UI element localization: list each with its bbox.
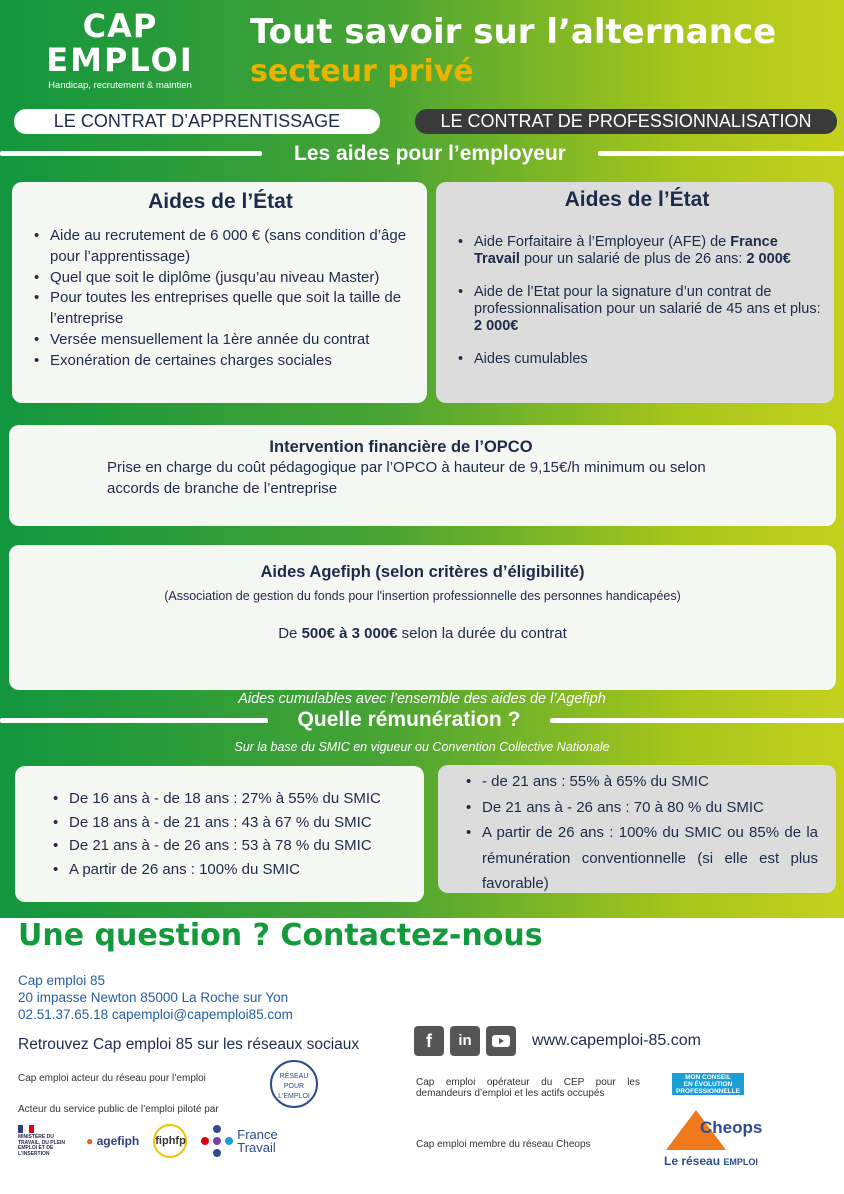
list-item: • Versée mensuellement la 1ère année du contrat — [28, 330, 413, 351]
list-item: • Quel que soit le diplôme (jusqu’au niveau Master) — [28, 268, 413, 289]
list-item: • A partir de 26 ans : 100% du SMIC — [47, 858, 424, 882]
card-title: Aides Agefiph (selon critères d’éligibilité) — [260, 563, 585, 581]
divider — [550, 718, 844, 723]
card-agefiph — [9, 545, 836, 690]
aides-list — [28, 226, 413, 372]
fiphfp-logo: fiphfp — [153, 1124, 187, 1158]
contact-title: Une question ? Contactez-nous — [18, 918, 543, 953]
list-item: • A partir de 26 ans : 100% du SMIC ou 85% de la rémunération conventionnelle (si elle est plus favorable) — [460, 820, 818, 897]
list-item: • Aides cumulables — [452, 351, 822, 368]
divider — [0, 151, 262, 156]
cheops-logo: Cheops Le réseau EMPLOI — [664, 1110, 764, 1170]
card-opco — [9, 425, 836, 526]
social-text: Retrouvez Cap emploi 85 sur les réseaux sociaux — [18, 1036, 360, 1053]
cheops-text: Cap emploi membre du réseau Cheops — [416, 1139, 591, 1150]
social-icons — [414, 1026, 516, 1056]
cep-logo: MON CONSEIL EN ÉVOLUTION PROFESSIONNELLE — [672, 1073, 744, 1095]
divider — [0, 718, 268, 723]
tab-apprentissage: LE CONTRAT D’APPRENTISSAGE — [14, 109, 380, 134]
facebook-icon[interactable]: f — [414, 1026, 444, 1056]
list-item: • Aide Forfaitaire à l’Employeur (AFE) de France Travail pour un salarié de plus de 26 ans: 2 000€ — [452, 234, 822, 268]
contact-address: 20 impasse Newton 85000 La Roche sur Yon — [18, 990, 289, 1005]
contact-phone-email[interactable]: 02.51.37.65.18 capemploi@capemploi85.com — [18, 1007, 293, 1022]
linkedin-icon[interactable]: in — [450, 1026, 480, 1056]
card-remuneration-apprentissage — [15, 766, 424, 902]
card-subtitle: (Association de gestion du fonds pour l'insertion professionnelle des personnes handicapées) — [164, 589, 681, 603]
ministere-logo: MINISTÈRE DU TRAVAIL, DU PLEIN EMPLOI ET DE L'INSERTION — [18, 1125, 72, 1158]
card-body: De 500€ à 3 000€ selon la durée du contrat — [278, 625, 567, 642]
france-travail-icon — [201, 1125, 233, 1157]
list-item: • - de 21 ans : 55% à 65% du SMIC — [460, 769, 818, 795]
contact-name: Cap emploi 85 — [18, 973, 106, 988]
remuneration-list — [47, 787, 424, 881]
list-item: • De 21 ans à - de 26 ans : 53 à 78 % du SMIC — [47, 834, 424, 858]
page-title: Tout savoir sur l’alternance — [250, 12, 777, 52]
list-item: • Aide de l’Etat pour la signature d’un contrat de professionnalisation pour un salarié de 45 ans et plus: 2 000€ — [452, 284, 822, 335]
card-aides-etat-professionnalisation — [436, 182, 834, 403]
public-service-text: Acteur du service public de l’emploi piloté par — [18, 1104, 219, 1115]
card-aides-etat-apprentissage — [12, 182, 427, 403]
card-remuneration-professionnalisation — [438, 765, 836, 893]
card-body: Prise en charge du coût pédagogique par l’OPCO à hauteur de 9,15€/h minimum ou selon accords de branche de l’entreprise — [107, 459, 706, 497]
list-item: • De 16 ans à - de 18 ans : 27% à 55% du SMIC — [47, 787, 424, 811]
youtube-icon[interactable] — [486, 1026, 516, 1056]
page-subtitle: secteur privé — [250, 54, 474, 89]
cep-text: Cap emploi opérateur du CEP pour les demandeurs d’emploi et les actifs occupés — [416, 1077, 640, 1099]
remuneration-list — [460, 769, 818, 897]
card-title: Aides de l’État — [148, 190, 293, 213]
divider — [598, 151, 844, 156]
section-title-remuneration: Quelle rémunération ? — [297, 708, 521, 731]
partner-logos — [18, 1124, 278, 1158]
note-cumulables: Aides cumulables avec l’ensemble des aides de l’Agefiph — [238, 691, 606, 707]
list-item: • Aide au recrutement de 6 000 € (sans condition d’âge pour l’apprentissage) — [28, 226, 413, 268]
france-travail-logo: France Travail — [201, 1125, 277, 1157]
list-item: • Pour toutes les entreprises quelle que soit la taille de l’entreprise — [28, 288, 413, 330]
list-item: • Exonération de certaines charges sociales — [28, 351, 413, 372]
network-text: Cap emploi acteur du réseau pour l’emploi — [18, 1073, 206, 1084]
cap-emploi-logo: CAP EMPLOI Handicap, recrutement & maintien — [46, 7, 194, 91]
contact-address-block — [18, 972, 293, 1023]
aides-list — [452, 234, 822, 368]
website-link[interactable]: www.capemploi-85.com — [532, 1032, 701, 1049]
remuneration-subtitle: Sur la base du SMIC en vigueur ou Convention Collective Nationale — [234, 740, 610, 754]
section-title-aides: Les aides pour l’employeur — [294, 142, 566, 165]
list-item: • De 18 ans à - de 21 ans : 43 à 67 % du SMIC — [47, 811, 424, 835]
reseau-pour-emploi-badge: RÉSEAU POUR L'EMPLOI — [270, 1060, 318, 1108]
card-title: Aides de l’État — [564, 188, 710, 211]
card-title: Intervention financière de l’OPCO — [269, 438, 533, 456]
list-item: • De 21 ans à - 26 ans : 70 à 80 % du SMIC — [460, 795, 818, 821]
tab-professionnalisation: LE CONTRAT DE PROFESSIONNALISATION — [415, 109, 837, 134]
agefiph-logo: ● agefiph — [86, 1134, 140, 1148]
